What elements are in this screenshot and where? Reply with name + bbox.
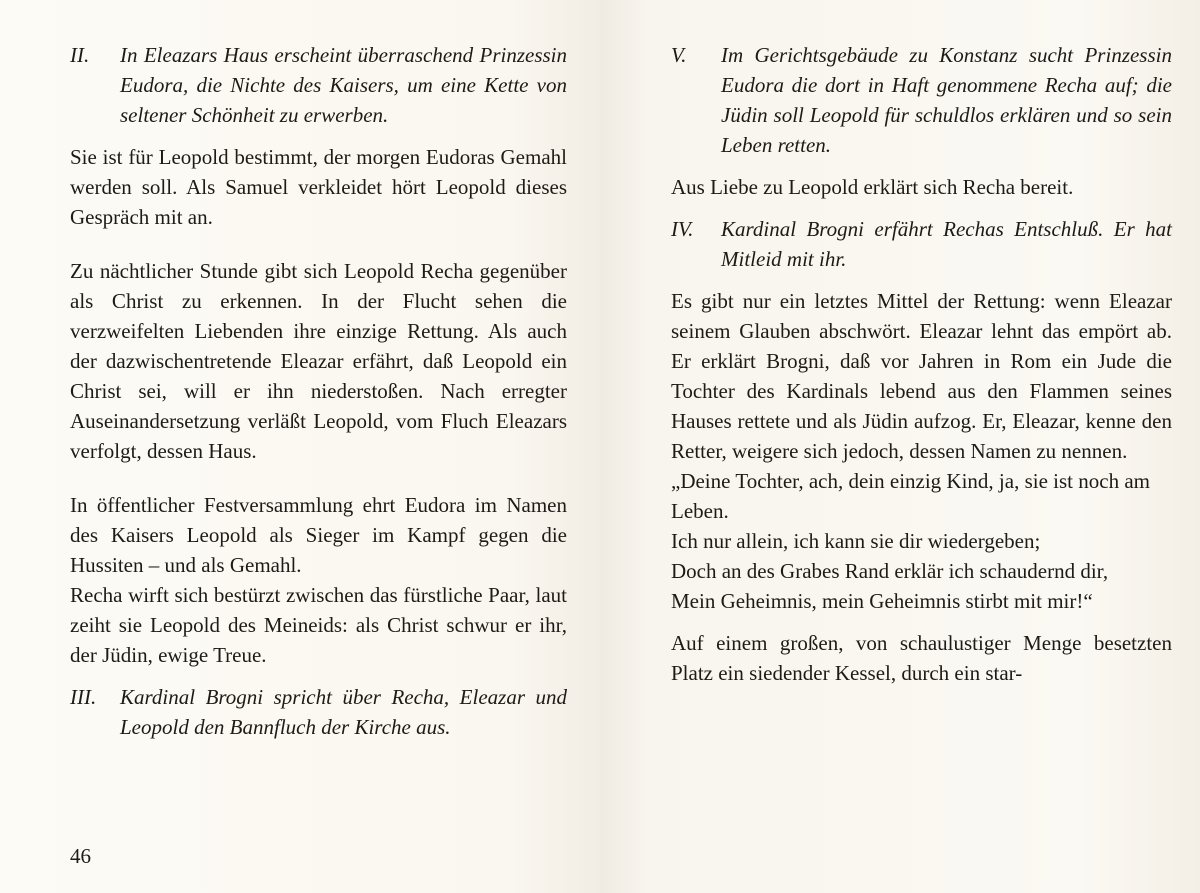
paragraph: Auf einem großen, von schaulustiger Menge besetzten Platz ein siedender Kessel, durch ein star-: [671, 631, 1172, 685]
verse-line: Ich nur allein, ich kann sie dir wiedergeben;: [671, 529, 1041, 553]
synopsis-numeral: II.: [70, 43, 90, 67]
synopsis-numeral: V.: [671, 43, 687, 67]
synopsis-act-3: [70, 682, 567, 742]
synopsis-text: Kardinal Brogni spricht über Recha, Eleazar und Leopold den Bannfluch der Kirche aus.: [120, 685, 567, 739]
page-number: 46: [70, 844, 91, 868]
synopsis-numeral: IV.: [671, 217, 694, 241]
synopsis-act-4: [671, 214, 1172, 274]
synopsis-act-2: [70, 40, 567, 130]
paragraph: Sie ist für Leopold bestimmt, der morgen Eudoras Gemahl werden soll. Als Samuel verkleidet hört Leopold dieses Gespräch mit an.: [70, 145, 567, 229]
verse-line: „Deine Tochter, ach, dein einzig Kind, ja, sie ist noch am Leben.: [671, 469, 1150, 523]
synopsis-text: In Eleazars Haus erscheint überraschend Prinzessin Eudora, die Nichte des Kaisers, um eine Kette von seltener Schönheit zu erwerben.: [120, 43, 567, 127]
paragraph: Zu nächtlicher Stunde gibt sich Leopold Recha gegenüber als Christ zu erkennen. In der Flucht sehen die verzweifelten Liebenden ihre einzige Rettung. Als auch der dazwischentretende Eleazar erfährt, daß Leopold ein Christ sei, will er ihn niederstoßen. Nach erregter Auseinandersetzung verläßt Leopold, vom Fluch Eleazars verfolgt, dessen Haus.: [70, 259, 567, 463]
synopsis-numeral: III.: [70, 685, 97, 709]
paragraph: In öffentlicher Festversammlung ehrt Eudora im Namen des Kaisers Leopold als Sieger im Kampf gegen die Hussiten – und als Gemahl.: [70, 493, 567, 577]
right-column: [671, 40, 1172, 688]
synopsis-act-5: [671, 40, 1172, 160]
verse-line: Mein Geheimnis, mein Geheimnis stirbt mit mir!“: [671, 589, 1093, 613]
paragraph: Recha wirft sich bestürzt zwischen das fürstliche Paar, laut zeiht sie Leopold des Meineids: als Christ schwur er ihr, der Jüdin, ewige Treue.: [70, 583, 567, 667]
paragraph: Es gibt nur ein letztes Mittel der Rettung: wenn Eleazar seinem Glauben abschwört. Eleazar lehnt das empört ab. Er erklärt Brogni, daß vor Jahren in Rom ein Jude die Tochter des Kardinals lebend aus den Flammen seines Hauses rettete und als Jüdin aufzog. Er, Eleazar, kenne den Retter, weigere sich jedoch, dessen Namen zu nennen.: [671, 289, 1172, 463]
aria-quote: [671, 466, 1172, 616]
verse-line: Doch an des Grabes Rand erklär ich schaudernd dir,: [671, 559, 1109, 583]
synopsis-text: Kardinal Brogni erfährt Rechas Entschluß. Er hat Mitleid mit ihr.: [721, 217, 1172, 271]
left-column: [70, 40, 567, 742]
synopsis-text: Im Gerichtsgebäude zu Konstanz sucht Prinzessin Eudora die dort in Haft genommene Recha auf; die Jüdin soll Leopold für schuldlos erklären und so sein Leben retten.: [721, 43, 1172, 157]
paragraph: Aus Liebe zu Leopold erklärt sich Recha bereit.: [671, 175, 1074, 199]
